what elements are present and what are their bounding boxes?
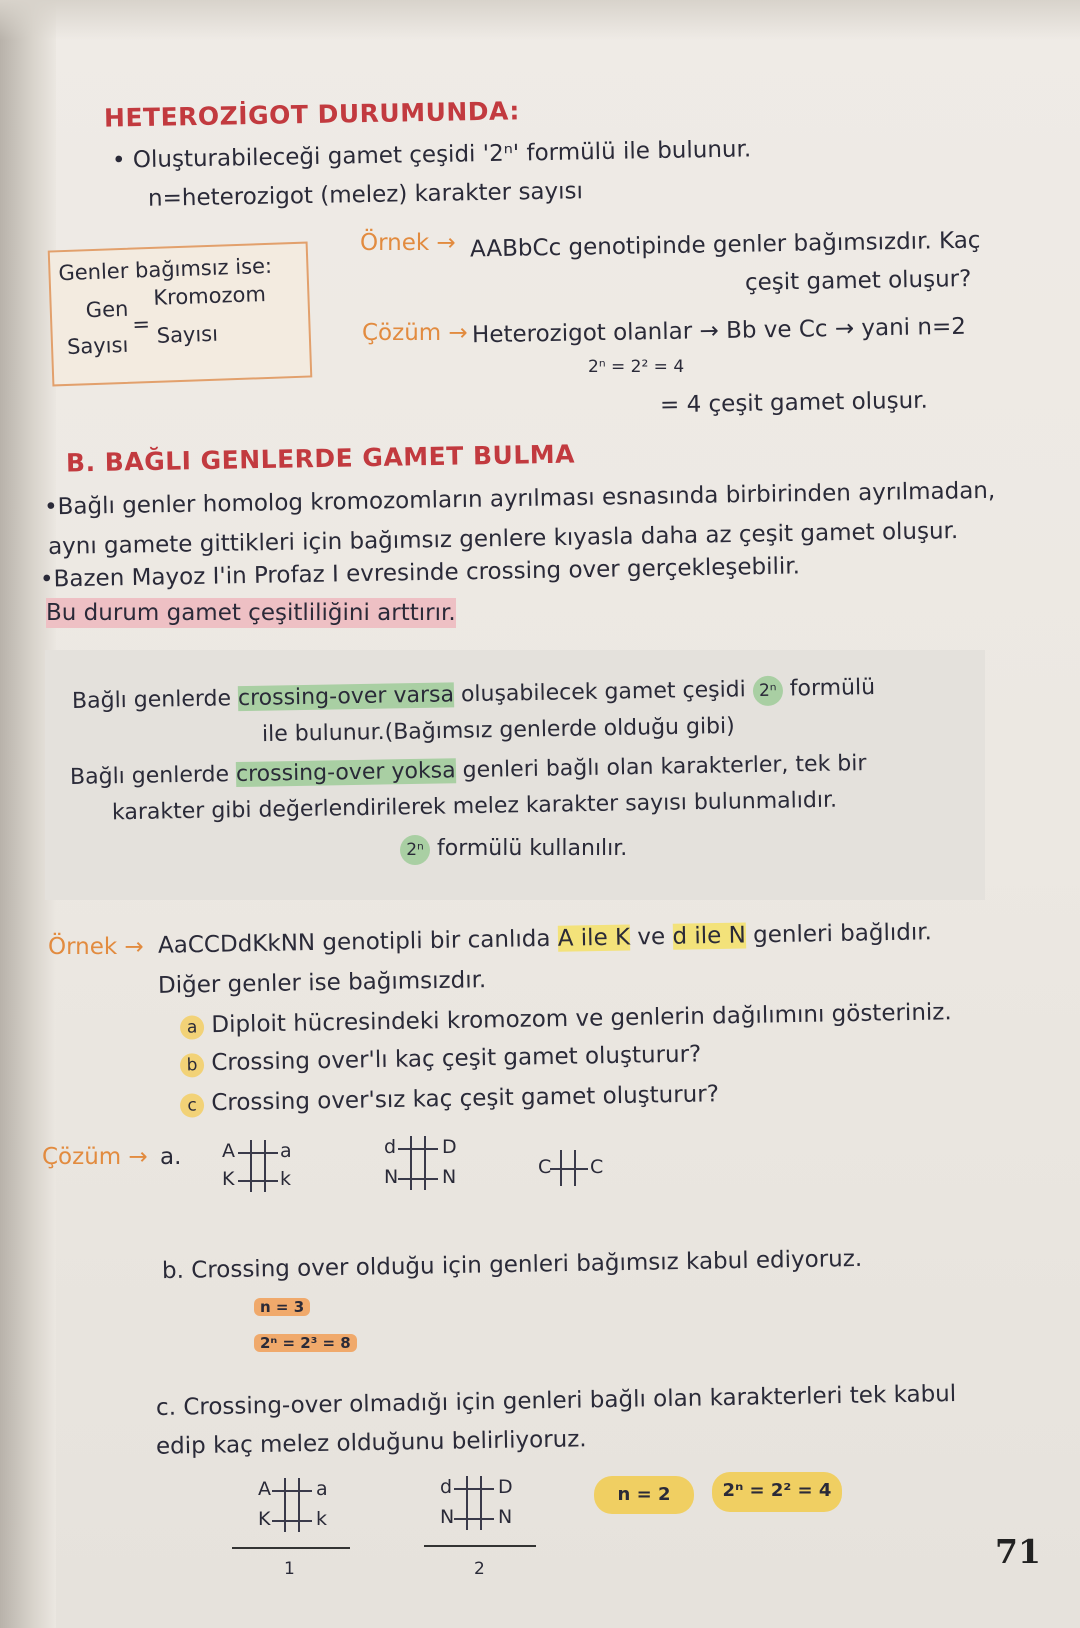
info-l5-text: formülü kullanılır. <box>437 836 628 861</box>
chr2-bar-right <box>424 1136 426 1190</box>
bagli-line-2: aynı gamete gittikleri için bağımsız genlere kıyasla daha az çeşit gamet oluşur. <box>47 518 959 560</box>
chr1-top-right: a <box>280 1140 292 1162</box>
cozum-1-label: Çözüm → <box>362 320 468 346</box>
heterozigot-line-1: • Oluşturabileceği gamet çeşidi '2ⁿ' formülü ile bulunur. <box>111 136 752 174</box>
chr1-bottom-right: k <box>280 1168 292 1190</box>
c-chr2-bottom-left: N <box>440 1506 455 1528</box>
bagli-line-4: Bu durum gamet çeşitliliğini arttırır. <box>46 600 456 626</box>
info-l3-c: genleri bağlı olan karakterler, tek bir <box>462 751 867 784</box>
chr2-cross-bottom <box>398 1178 438 1180</box>
c-chr2-cross-top <box>454 1488 494 1490</box>
ornek-2-ve: ve <box>637 923 666 951</box>
info-l1-c: oluşabilecek gamet çeşidi <box>460 677 747 708</box>
genler-box-kromozom: Kromozom <box>153 282 267 310</box>
chromosome-pair-dn <box>384 1134 464 1194</box>
chr2-bottom-left: N <box>384 1166 399 1188</box>
heterozigot-line-2: n=heterozigot (melez) karakter sayısı <box>147 178 584 212</box>
ornek-2-link-1: A ile K <box>557 924 631 952</box>
question-c <box>180 1079 719 1118</box>
c-chr1-top-right: a <box>316 1478 328 1500</box>
cozum-1-text: Heterozigot olanlar → Bb ve Cc → yani n=2 <box>471 313 967 349</box>
bagli-genler-heading: B. BAĞLI GENLERDE GAMET BULMA <box>65 439 576 478</box>
b-formula-value: 2ⁿ = 2³ = 8 <box>254 1334 357 1352</box>
genler-box-sayisi-2: Sayısı <box>156 321 219 348</box>
question-c-letter: c <box>180 1093 204 1117</box>
c-formula-pill: 2ⁿ = 2² = 4 <box>712 1472 842 1512</box>
page-number: 71 <box>995 1532 1041 1571</box>
genler-box-gen: Gen <box>85 296 129 323</box>
info-line-2: ile bulunur.(Bağımsız genlerde olduğu gibi) <box>261 713 735 748</box>
cozum-2-c-text-1: c. Crossing-over olmadığı için genleri bağlı olan karakterleri tek kabul <box>155 1381 957 1421</box>
cozum-2-b-formula <box>254 1326 357 1358</box>
c-chr2-cross-bottom <box>454 1518 494 1520</box>
ornek-2-label: Örnek → <box>48 934 144 960</box>
question-b <box>180 1039 702 1078</box>
cozum-2-c-text-2: edip kaç melez olduğunu belirliyoruz. <box>155 1426 587 1460</box>
c-chr2-top-left: d <box>440 1476 453 1498</box>
c-chr1-bottom-left: K <box>258 1508 271 1530</box>
heterozigot-heading: HETEROZİGOT DURUMUNDA: <box>103 96 521 133</box>
question-b-letter: b <box>180 1053 204 1077</box>
c-underline-1 <box>232 1547 350 1549</box>
ornek-1-label: Örnek → <box>360 230 456 256</box>
ornek-2-link-2: d ile N <box>672 922 747 950</box>
chr2-top-right: D <box>442 1136 457 1158</box>
info-l1-highlight: crossing-over varsa <box>237 682 455 712</box>
info-l3-a: Bağlı genlerde <box>69 762 230 790</box>
bagli-line-1: •Bağlı genler homolog kromozomların ayrılması esnasında birbirinden ayrılmadan, <box>43 477 996 521</box>
c-chr2-bar-right <box>480 1476 482 1530</box>
genler-bagimsiz-box <box>48 242 313 387</box>
page-shadow <box>0 0 1080 40</box>
c-chr1-cross-bottom <box>272 1520 312 1522</box>
question-b-text: Crossing over'lı kaç çeşit gamet oluşturur? <box>211 1041 702 1077</box>
c-n-pill: n = 2 <box>594 1476 694 1514</box>
b-n-value: n = 3 <box>254 1298 310 1316</box>
c-chr1-bar-right <box>298 1478 300 1532</box>
chr2-cross-top <box>398 1148 438 1150</box>
question-a-text: Diploit hücresindeki kromozom ve genlerin dağılımını gösteriniz. <box>211 999 952 1039</box>
c-chr2-bar-left <box>466 1476 468 1530</box>
chromosome-pair-ak <box>222 1138 302 1198</box>
chr1-cross-bottom <box>238 1180 278 1182</box>
info-l3-highlight: crossing-over yoksa <box>235 758 456 788</box>
chr3-cross <box>550 1168 588 1170</box>
info-l1-e: formülü <box>789 674 876 702</box>
chr2-top-left: d <box>384 1136 397 1158</box>
chr1-top-left: A <box>222 1140 235 1162</box>
genler-box-title: Genler bağımsız ise: <box>58 253 273 286</box>
c-number-1: 1 <box>284 1559 295 1579</box>
chr2-bottom-right: N <box>442 1166 457 1188</box>
chr1-bottom-left: K <box>222 1168 235 1190</box>
c-chr1-bar-left <box>284 1478 286 1532</box>
c-chr2-bottom-right: N <box>498 1506 513 1528</box>
cozum-1-result: = 4 çeşit gamet oluşur. <box>659 387 929 419</box>
c-chr1-top-left: A <box>258 1478 271 1500</box>
cozum-2-b-text: b. Crossing over olduğu için genleri bağımsız kabul ediyoruz. <box>161 1245 863 1285</box>
chr2-bar-left <box>410 1136 412 1190</box>
bagli-line-3: •Bazen Mayoz I'in Profaz I evresinde crossing over gerçekleşebilir. <box>39 553 801 593</box>
chr3-right: C <box>590 1156 604 1178</box>
cozum-2-a-label: a. <box>160 1144 182 1170</box>
ornek-2-line-2: Diğer genler ise bağımsızdır. <box>157 967 487 999</box>
c-chr1-bottom-right: k <box>316 1508 328 1530</box>
c-chr1-cross-top <box>272 1490 312 1492</box>
cozum-2-label: Çözüm → <box>42 1144 148 1170</box>
c-chromosome-pair-ak <box>258 1476 338 1536</box>
info-line-4: karakter gibi değerlendirilerek melez karakter sayısı bulunmalıdır. <box>111 787 838 826</box>
cozum-1-formula: 2ⁿ = 2² = 4 <box>588 357 685 377</box>
chromosome-pair-cc <box>538 1150 608 1190</box>
ornek-2-line-1 <box>158 917 932 961</box>
info-l5-formula: 2ⁿ <box>400 835 430 865</box>
genler-box-sayisi: Sayısı <box>66 332 129 359</box>
ornek-2-genotype: AaCCDdKkNN genotipli bir canlıda <box>157 925 551 959</box>
genler-box-equals: = <box>131 312 151 337</box>
ornek-2-baglidir: genleri bağlıdır. <box>752 919 933 949</box>
question-c-text: Crossing over'sız kaç çeşit gamet oluşturur? <box>211 1081 720 1117</box>
ornek-1-text-2: çeşit gamet oluşur? <box>744 266 972 296</box>
chr1-cross-top <box>238 1152 278 1154</box>
c-chromosome-pair-dn <box>440 1474 520 1534</box>
chr1-bar-left <box>250 1140 252 1192</box>
chr1-bar-right <box>264 1140 266 1192</box>
cozum-2-b-n <box>254 1290 310 1322</box>
info-l1-formula: 2ⁿ <box>753 676 784 707</box>
info-l1-a: Bağlı genlerde <box>71 686 232 715</box>
ornek-1-text: AABbCc genotipinde genler bağımsızdır. Kaç <box>469 227 981 263</box>
c-underline-2 <box>424 1545 536 1547</box>
chr3-left: C <box>538 1156 552 1178</box>
question-a <box>180 997 952 1040</box>
question-a-letter: a <box>180 1015 204 1039</box>
info-line-5 <box>400 834 627 865</box>
c-chr2-top-right: D <box>498 1476 513 1498</box>
c-number-2: 2 <box>474 1559 485 1579</box>
